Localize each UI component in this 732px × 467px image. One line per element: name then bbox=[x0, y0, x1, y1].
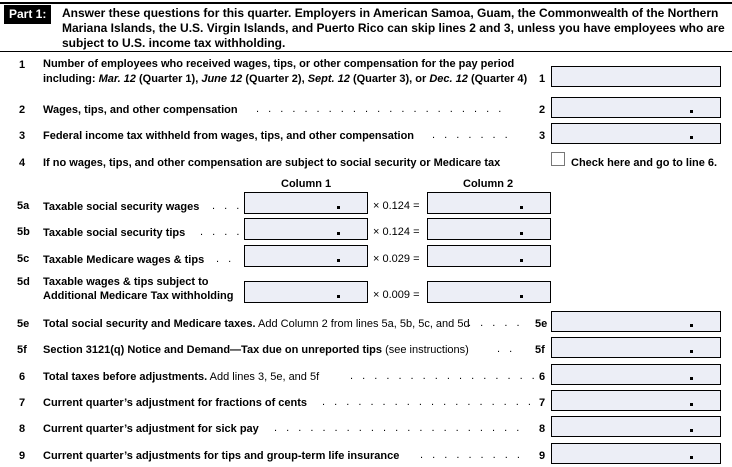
part-tag: Part 1: bbox=[4, 5, 51, 24]
line-number: 2 bbox=[19, 104, 26, 116]
line-2-text: Wages, tips, and other compensation bbox=[43, 104, 238, 116]
leader-dots: . . . . . . . . . . . . . . . . bbox=[350, 370, 538, 382]
decimal-point bbox=[690, 429, 693, 432]
line-5c-column-1-input[interactable] bbox=[244, 245, 368, 267]
line-4-check-label: Check here and go to line 6. bbox=[571, 157, 718, 169]
line-ref: 6 bbox=[539, 371, 546, 383]
decimal-point bbox=[520, 259, 523, 262]
column-1-header: Column 1 bbox=[281, 178, 332, 190]
line-1-text: Number of employees who received wages, tips, or other compensation for the pay period bbox=[43, 58, 515, 70]
leader-dots: . . . . . . . . . . . . . . . . . . bbox=[322, 396, 534, 408]
column-2-header: Column 2 bbox=[463, 178, 514, 190]
leader-dots: . . . . . bbox=[468, 317, 523, 329]
decimal-point bbox=[337, 232, 340, 235]
line-number: 5c bbox=[17, 253, 30, 265]
line-ref: 5f bbox=[535, 344, 545, 356]
line-ref: 3 bbox=[539, 130, 546, 142]
leader-dots: . . . . . . . . . bbox=[420, 449, 523, 461]
line-number: 5e bbox=[17, 318, 30, 330]
line-number: 9 bbox=[19, 450, 26, 462]
line-ref: 8 bbox=[539, 423, 546, 435]
line-5a-column-1-input[interactable] bbox=[244, 192, 368, 214]
leader-dots: . . . . . . . . . . . . . . . . . . . . . bbox=[256, 103, 505, 115]
line-5c-column-2-input[interactable] bbox=[427, 245, 551, 267]
decimal-point bbox=[690, 456, 693, 459]
line-number: 5b bbox=[17, 226, 30, 238]
line-5b-column-1-input[interactable] bbox=[244, 218, 368, 240]
line-6-input[interactable] bbox=[551, 364, 721, 385]
decimal-point bbox=[520, 295, 523, 298]
line-5d-column-2-input[interactable] bbox=[427, 281, 551, 303]
decimal-point bbox=[337, 259, 340, 262]
part-1-header bbox=[2, 3, 730, 50]
line-5f-text: Section 3121(q) Notice and Demand—Tax due on unreported tips (see instructions) bbox=[43, 344, 469, 356]
line-5d-column-1-input[interactable] bbox=[244, 281, 368, 303]
line-1-text-2: including: Mar. 12 (Quarter 1), June 12 (Quarter 2), Sept. 12 (Quarter 3), or Dec. 12 (Quarter 4) bbox=[43, 73, 528, 85]
leader-dots: . . . bbox=[212, 200, 243, 212]
line-9-input[interactable] bbox=[551, 443, 721, 464]
line-5a-text: Taxable social security wages bbox=[43, 201, 200, 213]
decimal-point bbox=[690, 110, 693, 113]
line-7-text: Current quarter’s adjustment for fractions of cents bbox=[43, 397, 308, 409]
decimal-point bbox=[520, 232, 523, 235]
line-5e-input[interactable] bbox=[551, 311, 721, 332]
multiplier: × 0.124 = bbox=[373, 226, 420, 238]
line-5c-text: Taxable Medicare wages & tips bbox=[43, 254, 205, 266]
line-4-text: If no wages, tips, and other compensation are subject to social security or Medicare tax bbox=[43, 157, 501, 169]
header-rule bbox=[0, 51, 732, 52]
line-8-input[interactable] bbox=[551, 416, 721, 437]
line-2-input[interactable] bbox=[551, 97, 721, 118]
line-3-text: Federal income tax withheld from wages, tips, and other compensation bbox=[43, 130, 415, 142]
line-number: 3 bbox=[19, 130, 26, 142]
line-ref: 9 bbox=[539, 450, 546, 462]
line-4-checkbox[interactable] bbox=[551, 152, 565, 166]
line-5d-text: Taxable wages & tips subject to bbox=[43, 276, 209, 288]
line-number: 4 bbox=[19, 157, 26, 169]
line-7-input[interactable] bbox=[551, 390, 721, 411]
leader-dots: . . . . . . . . . . . . . . . . . . . . . bbox=[274, 422, 523, 434]
line-number: 5f bbox=[17, 344, 27, 356]
line-5e-text: Total social security and Medicare taxes. Add Column 2 from lines 5a, 5b, 5c, and 5d bbox=[43, 318, 470, 330]
decimal-point bbox=[690, 324, 693, 327]
line-6-text: Total taxes before adjustments. Add lines 3, 5e, and 5f bbox=[43, 371, 320, 383]
line-5b-text: Taxable social security tips bbox=[43, 227, 186, 239]
decimal-point bbox=[520, 206, 523, 209]
leader-dots: . . bbox=[216, 253, 235, 265]
decimal-point bbox=[690, 403, 693, 406]
line-5a-column-2-input[interactable] bbox=[427, 192, 551, 214]
multiplier: × 0.124 = bbox=[373, 200, 420, 212]
decimal-point bbox=[690, 377, 693, 380]
line-ref: 1 bbox=[539, 73, 546, 85]
leader-dots: . . bbox=[497, 343, 516, 355]
multiplier: × 0.029 = bbox=[373, 253, 420, 265]
line-5f-input[interactable] bbox=[551, 337, 721, 358]
line-number: 1 bbox=[19, 59, 26, 71]
line-number: 5a bbox=[17, 200, 30, 212]
part-instructions: Answer these questions for this quarter. Employers in American Samoa, Guam, the Commonwealth of the Northern Mariana Islands, the U.S. Virgin Islands, and Puerto Rico can skip lines 2 and 3, unless you have employees who are subject to U.S. income tax withholding. bbox=[62, 6, 725, 50]
multiplier: × 0.009 = bbox=[373, 289, 420, 301]
leader-dots: . . . . . . . bbox=[432, 129, 511, 141]
leader-dots: . . . . bbox=[200, 226, 243, 238]
decimal-point bbox=[690, 350, 693, 353]
line-8-text: Current quarter’s adjustment for sick pay bbox=[43, 423, 259, 435]
line-number: 7 bbox=[19, 397, 26, 409]
line-3-input[interactable] bbox=[551, 123, 721, 144]
line-number: 8 bbox=[19, 423, 26, 435]
line-5b-column-2-input[interactable] bbox=[427, 218, 551, 240]
decimal-point bbox=[337, 295, 340, 298]
line-5d-text-2: Additional Medicare Tax withholding bbox=[43, 290, 234, 302]
line-ref: 7 bbox=[539, 397, 546, 409]
decimal-point bbox=[337, 206, 340, 209]
line-ref: 2 bbox=[539, 104, 546, 116]
line-number: 5d bbox=[17, 276, 30, 288]
line-9-text: Current quarter’s adjustments for tips and group-term life insurance bbox=[43, 450, 400, 462]
line-ref: 5e bbox=[535, 318, 548, 330]
line-1-input[interactable] bbox=[551, 66, 721, 87]
decimal-point bbox=[690, 136, 693, 139]
line-number: 6 bbox=[19, 371, 26, 383]
